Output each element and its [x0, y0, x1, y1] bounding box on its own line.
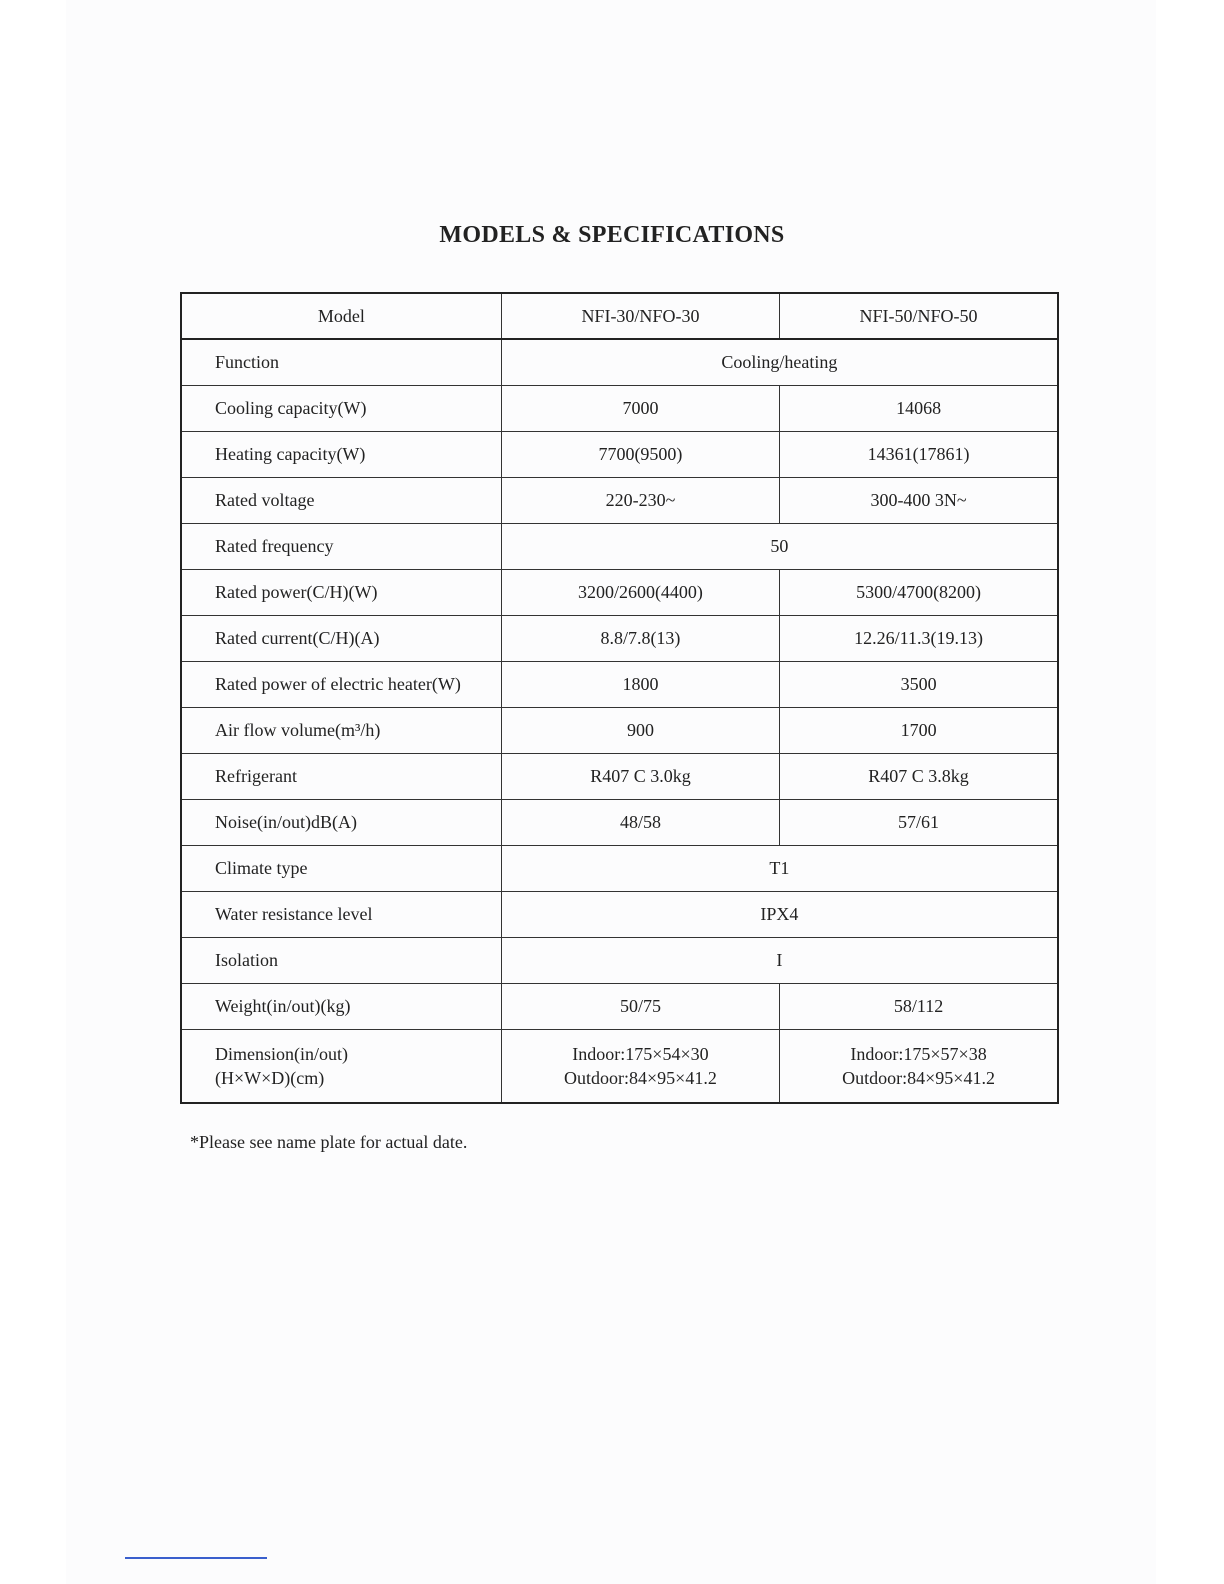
row-value-a: 8.8/7.8(13)	[501, 615, 779, 661]
row-value-a: 7700(9500)	[501, 431, 779, 477]
table-row	[181, 615, 1058, 661]
table-row	[181, 891, 1058, 937]
specifications-table	[180, 292, 1059, 1104]
row-label: Function	[181, 339, 501, 385]
table-row	[181, 799, 1058, 845]
dimension-a-outdoor: Outdoor:84×95×41.2	[564, 1067, 717, 1088]
row-label: Water resistance level	[181, 891, 501, 937]
header-model-b: NFI-50/NFO-50	[780, 293, 1058, 339]
page-title: MODELS & SPECIFICATIONS	[439, 222, 785, 248]
header-model-a: NFI-30/NFO-30	[501, 293, 779, 339]
row-value-a: 48/58	[501, 799, 779, 845]
table-row	[181, 983, 1058, 1029]
row-label: Climate type	[181, 845, 501, 891]
row-value-b: 57/61	[780, 799, 1058, 845]
table-row	[181, 523, 1058, 569]
row-value-b: 300-400 3N~	[780, 477, 1058, 523]
table-row	[181, 707, 1058, 753]
row-value-b: R407 C 3.8kg	[780, 753, 1058, 799]
dimension-b-indoor: Indoor:175×57×38	[850, 1043, 987, 1064]
row-label: Heating capacity(W)	[181, 431, 501, 477]
row-label: Refrigerant	[181, 753, 501, 799]
table-row	[181, 937, 1058, 983]
row-value-b: 14361(17861)	[780, 431, 1058, 477]
row-value-b: 5300/4700(8200)	[780, 569, 1058, 615]
table-row	[181, 753, 1058, 799]
row-value-a: 900	[501, 707, 779, 753]
header-model-label: Model	[181, 293, 501, 339]
row-label: Weight(in/out)(kg)	[181, 983, 501, 1029]
table-row	[181, 339, 1058, 385]
table-row	[181, 477, 1058, 523]
row-label: Air flow volume(m³/h)	[181, 707, 501, 753]
row-shared-value: I	[501, 937, 1058, 983]
dimension-a-indoor: Indoor:175×54×30	[572, 1043, 709, 1064]
row-label: Cooling capacity(W)	[181, 385, 501, 431]
row-value-a: 3200/2600(4400)	[501, 569, 779, 615]
row-value-a: 220-230~	[501, 477, 779, 523]
row-shared-value: Cooling/heating	[501, 339, 1058, 385]
row-shared-value: T1	[501, 845, 1058, 891]
table-row	[181, 569, 1058, 615]
dimension-value-a	[501, 1029, 779, 1103]
row-value-b: 1700	[780, 707, 1058, 753]
footer-rule	[125, 1557, 267, 1559]
row-label: Rated power of electric heater(W)	[181, 661, 501, 707]
row-value-b: 3500	[780, 661, 1058, 707]
row-value-b: 14068	[780, 385, 1058, 431]
row-label: Rated voltage	[181, 477, 501, 523]
row-value-a: 7000	[501, 385, 779, 431]
row-label: Rated frequency	[181, 523, 501, 569]
table-row	[181, 661, 1058, 707]
footnote: *Please see name plate for actual date.	[190, 1132, 468, 1152]
row-shared-value: 50	[501, 523, 1058, 569]
row-value-a: 50/75	[501, 983, 779, 1029]
dimension-label	[181, 1029, 501, 1103]
table-row	[181, 431, 1058, 477]
table-row	[181, 385, 1058, 431]
dimension-value-b	[780, 1029, 1058, 1103]
row-label: Noise(in/out)dB(A)	[181, 799, 501, 845]
table-row	[181, 845, 1058, 891]
dimension-label-line1: Dimension(in/out)	[215, 1043, 348, 1064]
row-value-b: 12.26/11.3(19.13)	[780, 615, 1058, 661]
row-value-b: 58/112	[780, 983, 1058, 1029]
dimension-b-outdoor: Outdoor:84×95×41.2	[842, 1067, 995, 1088]
row-label: Rated power(C/H)(W)	[181, 569, 501, 615]
table-row-dimension	[181, 1029, 1058, 1103]
row-label: Rated current(C/H)(A)	[181, 615, 501, 661]
row-value-a: R407 C 3.0kg	[501, 753, 779, 799]
dimension-label-line2: (H×W×D)(cm)	[215, 1067, 325, 1088]
row-label: Isolation	[181, 937, 501, 983]
row-value-a: 1800	[501, 661, 779, 707]
row-shared-value: IPX4	[501, 891, 1058, 937]
table-header-row	[181, 293, 1058, 339]
